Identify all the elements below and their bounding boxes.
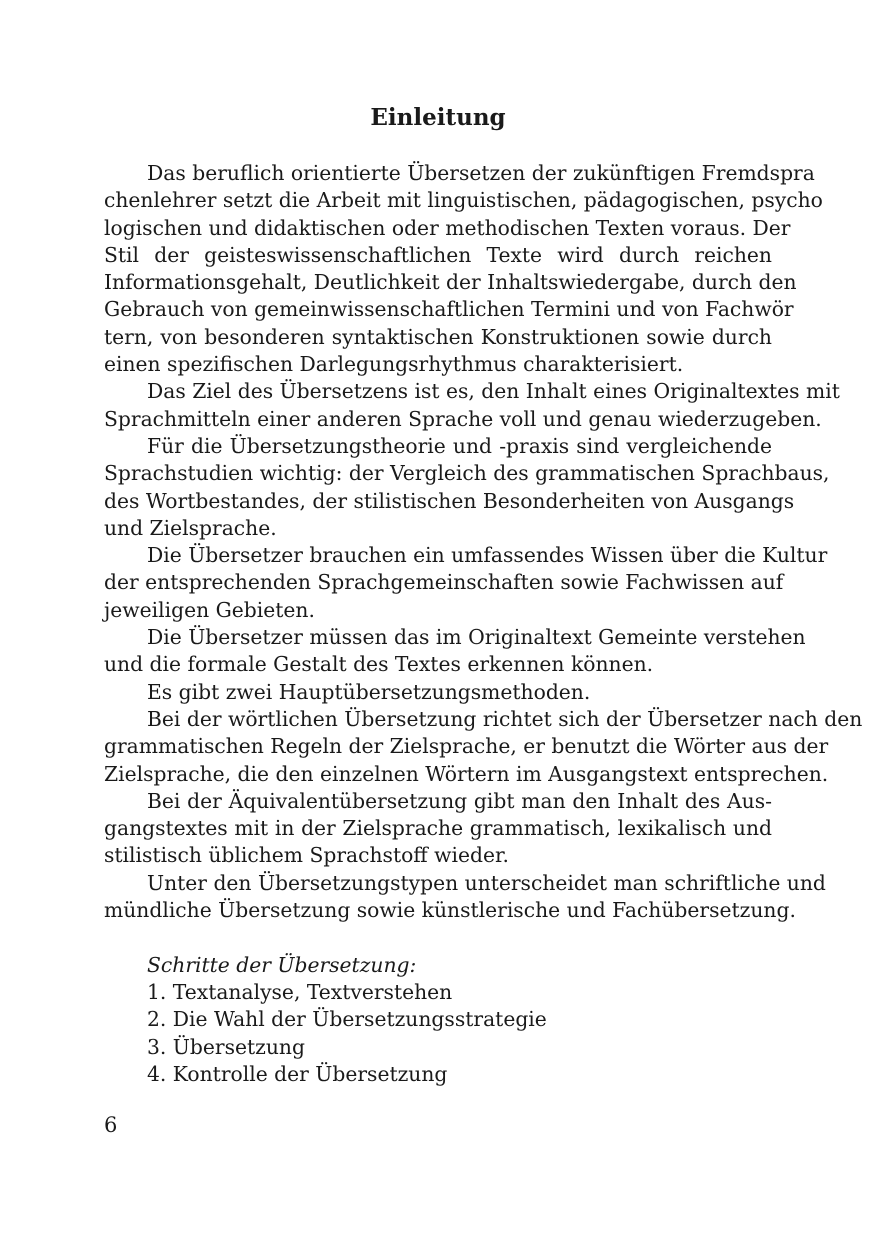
text-line: und Zielsprache. — [104, 515, 277, 540]
text-line: chenlehrer setzt die Arbeit mit linguistischen, pädagogischen, psycho — [104, 188, 823, 213]
text-line: Unter den Übersetzungstypen unterscheidet man schriftliche und — [147, 870, 826, 895]
text-line: des Wortbestandes, der stilistischen Besonderheiten von Ausgangs — [104, 488, 795, 513]
text-line: Informationsgehalt, Deutlichkeit der Inhaltswiedergabe, durch den — [104, 270, 797, 295]
text-line: Die Übersetzer brauchen ein umfassendes Wissen über die Kultur — [147, 543, 828, 568]
text-line: Sprachmitteln einer anderen Sprache voll und genau wiederzugeben. — [104, 406, 822, 431]
text-line: stilistisch üblichem Sprachstoff wieder. — [104, 843, 509, 868]
text-line: Bei der wörtlichen Übersetzung richtet sich der Übersetzer nach den — [147, 706, 863, 731]
steps-heading: Schritte der Übersetzung: — [147, 952, 417, 977]
text-line: grammatischen Regeln der Zielsprache, er benutzt die Wörter aus der — [104, 734, 829, 759]
text-line: jeweiligen Gebieten. — [104, 597, 315, 622]
text-line: Zielsprache, die den einzelnen Wörtern im Ausgangstext entsprechen. — [104, 761, 829, 786]
text-line: und die formale Gestalt des Textes erkennen können. — [104, 652, 654, 677]
text-line: tern, von besonderen syntaktischen Konstruktionen sowie durch — [104, 324, 772, 349]
text-line: gangstextes mit in der Zielsprache grammatisch, lexikalisch und — [104, 816, 772, 841]
step-item: 1. Textanalyse, Textverstehen — [147, 979, 453, 1004]
page-number: 6 — [104, 1113, 118, 1137]
text-line: Für die Übersetzungstheorie und -praxis sind vergleichende — [147, 433, 772, 458]
text-line: logischen und didaktischen oder methodischen Texten voraus. Der — [104, 215, 791, 240]
text-line: Das Ziel des Übersetzens ist es, den Inhalt eines Originaltextes mit — [147, 379, 840, 404]
text-line: Bei der Äquivalentübersetzung gibt man den Inhalt des Aus- — [147, 788, 772, 813]
body-text — [104, 160, 863, 1088]
text-line: der entsprechenden Sprachgemeinschaften sowie Fachwissen auf — [104, 570, 784, 595]
step-item: 4. Kontrolle der Übersetzung — [147, 1061, 448, 1086]
text-line: Das beruflich orientierte Übersetzen der zukünftigen Fremdspra — [147, 161, 815, 185]
paragraph-gap — [104, 924, 772, 951]
step-item: 2. Die Wahl der Übersetzungsstrategie — [147, 1007, 547, 1032]
text-line: Stil der geisteswissenschaftlichen Texte wird durch reichen — [104, 242, 772, 267]
text-line: einen spezifischen Darlegungsrhythmus charakterisiert. — [104, 352, 684, 377]
text-line: mündliche Übersetzung sowie künstlerische und Fachübersetzung. — [104, 898, 796, 923]
step-item: 3. Übersetzung — [147, 1034, 305, 1059]
text-line: Gebrauch von gemeinwissenschaftlichen Termini und von Fachwör — [104, 297, 794, 322]
page-title: Einleitung — [370, 104, 506, 131]
text-line: Sprachstudien wichtig: der Vergleich des grammatischen Sprachbaus, — [104, 461, 830, 486]
text-line: Die Übersetzer müssen das im Originaltext Gemeinte verstehen — [147, 625, 806, 650]
text-line: Es gibt zwei Hauptübersetzungsmethoden. — [147, 679, 591, 704]
